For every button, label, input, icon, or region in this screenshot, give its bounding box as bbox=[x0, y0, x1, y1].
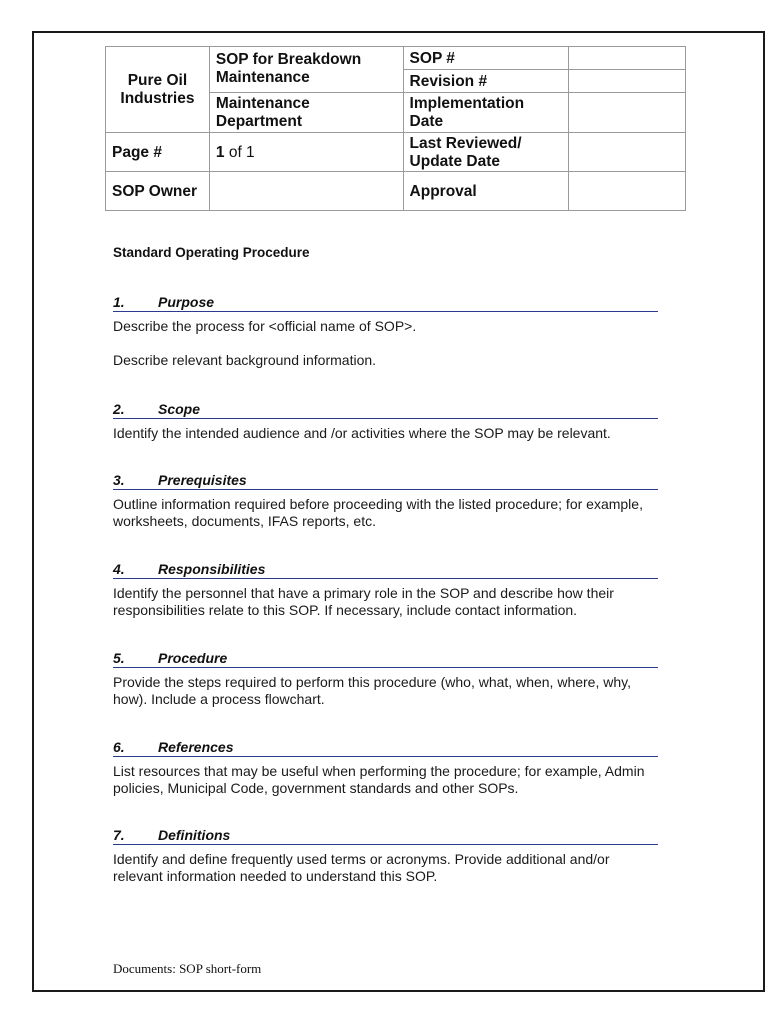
section-body bbox=[113, 318, 658, 369]
section-definitions bbox=[113, 827, 658, 885]
section-purpose bbox=[113, 294, 658, 369]
section-title-text: Prerequisites bbox=[158, 472, 247, 488]
section-number: 3. bbox=[113, 472, 125, 488]
section-title bbox=[113, 472, 658, 490]
sop-number-value[interactable] bbox=[568, 47, 685, 70]
page-number-cell bbox=[209, 133, 403, 172]
section-number: 4. bbox=[113, 561, 125, 577]
paragraph: Identify and define frequently used terms or acronyms. Provide additional and/or relevant information needed to understand this SOP. bbox=[113, 851, 610, 884]
section-body bbox=[113, 425, 658, 442]
section-title bbox=[113, 561, 658, 579]
paragraph: Identify the intended audience and /or activities where the SOP may be relevant. bbox=[113, 425, 611, 441]
section-number: 2. bbox=[113, 401, 125, 417]
paragraph: Provide the steps required to perform this procedure (who, what, when, where, why, how). Include a process flowchart. bbox=[113, 674, 631, 707]
paragraph: Describe relevant background information. bbox=[113, 352, 377, 368]
sop-title: SOP for Breakdown Maintenance bbox=[215, 51, 362, 86]
section-scope bbox=[113, 401, 658, 442]
company-name: Pure Oil Industries bbox=[120, 72, 195, 107]
page-number-label: Page # bbox=[106, 133, 210, 172]
section-responsibilities bbox=[113, 561, 658, 619]
section-number: 6. bbox=[113, 739, 125, 755]
section-number: 7. bbox=[113, 827, 125, 843]
paragraph: Outline information required before proceeding with the listed procedure; for example, worksheets, documents, IFAS reports, etc. bbox=[113, 496, 643, 529]
company-name-cell bbox=[106, 47, 210, 133]
section-title bbox=[113, 401, 658, 419]
section-title-text: Definitions bbox=[158, 827, 231, 843]
paragraph: List resources that may be useful when performing the procedure; for example, Admin policies, Municipal Code, government standards and other SOPs. bbox=[113, 763, 645, 796]
section-title-text: Purpose bbox=[158, 294, 215, 310]
paragraph: Identify the personnel that have a primary role in the SOP and describe how their responsibilities relate to this SOP. If necessary, include contact information. bbox=[113, 585, 614, 618]
section-title-text: Responsibilities bbox=[158, 561, 266, 577]
section-title bbox=[113, 739, 658, 757]
section-title bbox=[113, 650, 658, 668]
approval-value[interactable] bbox=[568, 172, 685, 211]
revision-label: Revision # bbox=[403, 70, 568, 93]
implementation-date-label: Implementation Date bbox=[403, 93, 568, 133]
section-body bbox=[113, 585, 658, 619]
section-body bbox=[113, 763, 658, 797]
section-procedure bbox=[113, 650, 658, 708]
paragraph: Describe the process for <official name of SOP>. bbox=[113, 318, 417, 334]
section-body bbox=[113, 851, 658, 885]
footer-text: Documents: SOP short-form bbox=[113, 961, 262, 976]
section-title-text: Scope bbox=[158, 401, 201, 417]
revision-value[interactable] bbox=[568, 70, 685, 93]
document-heading: Standard Operating Procedure bbox=[113, 245, 310, 260]
last-reviewed-value[interactable] bbox=[568, 133, 685, 172]
sop-number-label: SOP # bbox=[403, 47, 568, 70]
last-reviewed-label: Last Reviewed/ Update Date bbox=[403, 133, 568, 172]
section-title bbox=[113, 827, 658, 845]
sop-owner-label: SOP Owner bbox=[106, 172, 210, 211]
approval-label: Approval bbox=[403, 172, 568, 211]
section-number: 5. bbox=[113, 650, 125, 666]
page-total: of 1 bbox=[224, 143, 255, 161]
sop-title-cell bbox=[209, 47, 403, 93]
sop-owner-value[interactable] bbox=[209, 172, 403, 211]
section-title-text: References bbox=[158, 739, 234, 755]
section-references bbox=[113, 739, 658, 797]
section-body bbox=[113, 496, 658, 530]
section-number: 1. bbox=[113, 294, 125, 310]
section-title-text: Procedure bbox=[158, 650, 228, 666]
sop-header-table bbox=[105, 46, 686, 211]
section-body bbox=[113, 674, 658, 708]
implementation-date-value[interactable] bbox=[568, 93, 685, 133]
section-title bbox=[113, 294, 658, 312]
section-prerequisites bbox=[113, 472, 658, 530]
page-current: 1 bbox=[215, 143, 225, 161]
department: Maintenance Department bbox=[209, 93, 403, 133]
